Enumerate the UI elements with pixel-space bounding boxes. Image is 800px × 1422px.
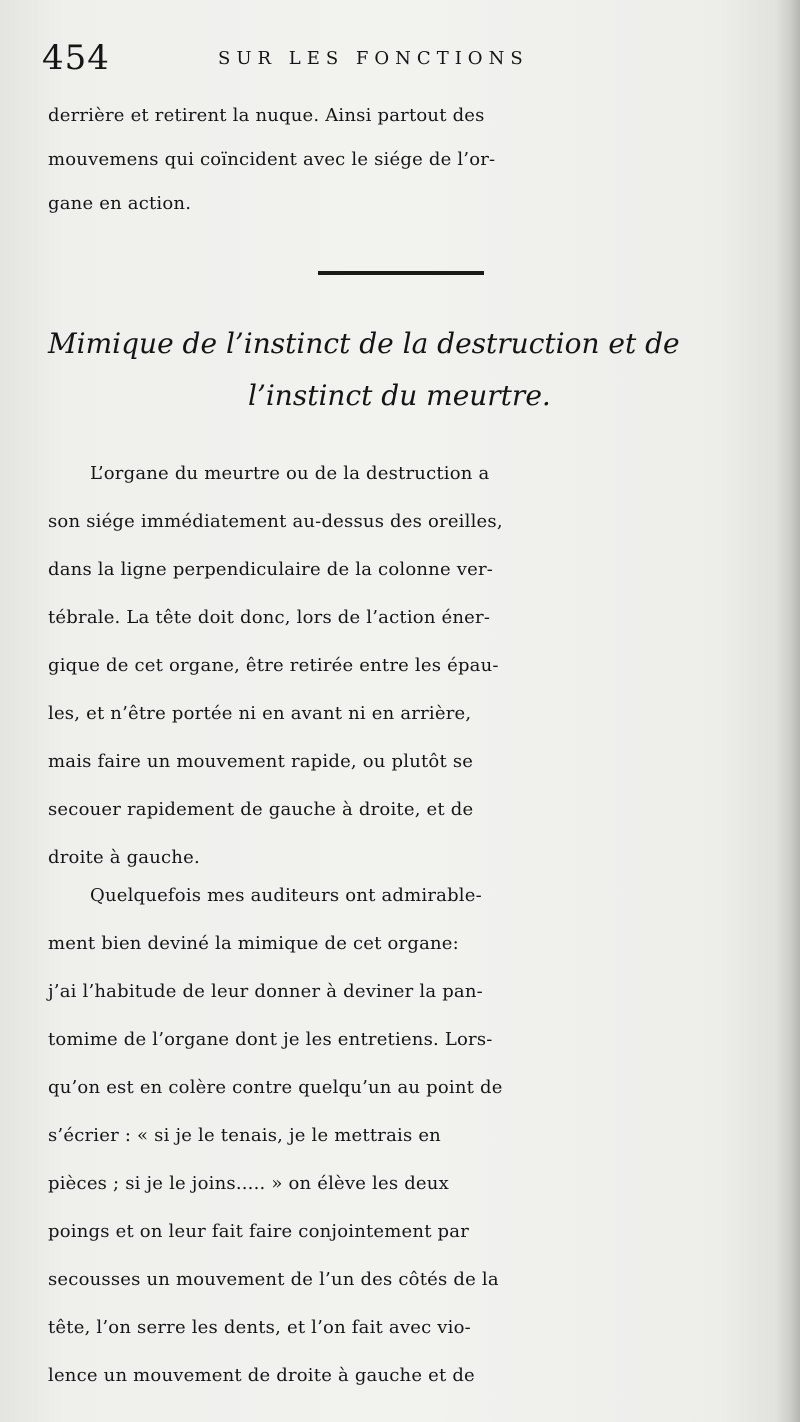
text-line: mouvemens qui coïncident avec le siége de l’or- <box>48 149 496 170</box>
section-divider-rule <box>318 271 484 275</box>
text-line: tomime de l’organe dont je les entretiens. Lors- <box>48 1029 493 1050</box>
text-line: les, et n’être portée ni en avant ni en arrière, <box>48 703 472 724</box>
text-line: L’organe du meurtre ou de la destruction a <box>90 463 490 484</box>
text-line: derrière et retirent la nuque. Ainsi partout des <box>48 105 485 126</box>
text-line: j’ai l’habitude de leur donner à deviner la pan- <box>48 981 483 1002</box>
text-line: gane en action. <box>48 193 192 214</box>
text-line: gique de cet organe, être retirée entre les épau- <box>48 655 499 676</box>
text-line: qu’on est en colère contre quelqu’un au point de <box>48 1077 503 1098</box>
text-line: pièces ; si je le joins..... » on élève les deux <box>48 1173 449 1194</box>
text-line: poings et on leur fait faire conjointement par <box>48 1221 470 1242</box>
page-header <box>42 36 762 86</box>
text-line: lence un mouvement de droite à gauche et de <box>48 1365 475 1386</box>
text-line: mais faire un mouvement rapide, ou plutôt se <box>48 751 474 772</box>
running-head: SUR LES FONCTIONS <box>218 48 529 69</box>
text-line: Quelquefois mes auditeurs ont admirable- <box>90 885 482 906</box>
text-line: secouer rapidement de gauche à droite, et de <box>48 799 474 820</box>
text-line: secousses un mouvement de l’un des côtés de la <box>48 1269 499 1290</box>
section-heading-line-2: l’instinct du meurtre. <box>248 379 551 412</box>
text-line: tébrale. La tête doit donc, lors de l’action éner- <box>48 607 491 628</box>
text-line: s’écrier : « si je le tenais, je le mettrais en <box>48 1125 441 1146</box>
page-number: 454 <box>42 38 110 78</box>
text-line: ment bien deviné la mimique de cet organe: <box>48 933 459 954</box>
section-heading-line-1: Mimique de l’instinct de la destruction et de <box>48 327 680 360</box>
text-line: son siége immédiatement au-dessus des oreilles, <box>48 511 503 532</box>
text-line: tête, l’on serre les dents, et l’on fait avec vio- <box>48 1317 471 1338</box>
text-line: dans la ligne perpendiculaire de la colonne ver- <box>48 559 494 580</box>
page-spine-shadow <box>776 0 800 1422</box>
text-line: droite à gauche. <box>48 847 200 868</box>
